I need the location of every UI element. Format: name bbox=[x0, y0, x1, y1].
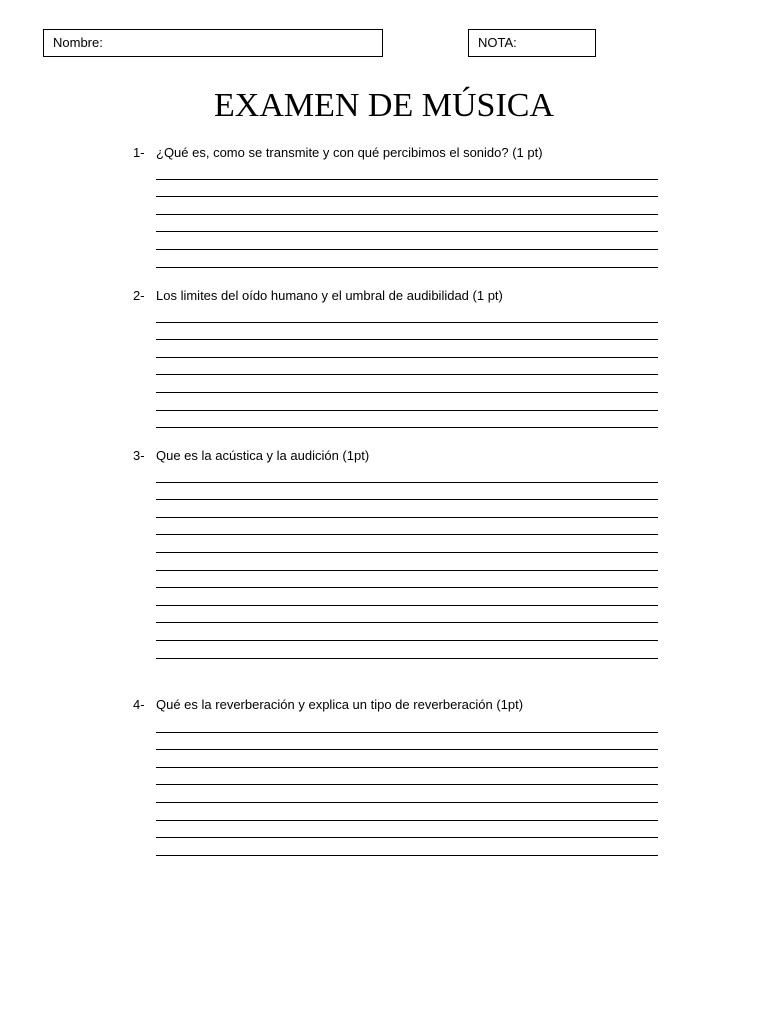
question-2 bbox=[133, 288, 503, 304]
answer-line[interactable] bbox=[156, 180, 658, 198]
answer-line[interactable] bbox=[156, 838, 658, 856]
answer-line[interactable] bbox=[156, 393, 658, 411]
question-1 bbox=[133, 145, 543, 161]
answer-line[interactable] bbox=[156, 250, 658, 268]
answer-line[interactable] bbox=[156, 411, 658, 429]
answer-line[interactable] bbox=[156, 803, 658, 821]
answer-line[interactable] bbox=[156, 215, 658, 233]
answer-line[interactable] bbox=[156, 606, 658, 624]
answer-line[interactable] bbox=[156, 768, 658, 786]
question-number: 4- bbox=[133, 697, 145, 712]
answer-line[interactable] bbox=[156, 553, 658, 571]
answer-line[interactable] bbox=[156, 162, 658, 180]
answer-line[interactable] bbox=[156, 623, 658, 641]
answer-line[interactable] bbox=[156, 323, 658, 341]
nombre-field[interactable] bbox=[43, 29, 383, 57]
question-text: ¿Qué es, como se transmite y con qué percibimos el sonido? (1 pt) bbox=[156, 145, 543, 160]
answer-line[interactable] bbox=[156, 571, 658, 589]
answer-line[interactable] bbox=[156, 715, 658, 733]
answer-area-1[interactable] bbox=[156, 162, 658, 268]
question-number: 3- bbox=[133, 448, 145, 463]
answer-line[interactable] bbox=[156, 588, 658, 606]
answer-line[interactable] bbox=[156, 465, 658, 483]
answer-line[interactable] bbox=[156, 518, 658, 536]
question-number: 1- bbox=[133, 145, 145, 160]
question-text: Los limites del oído humano y el umbral de audibilidad (1 pt) bbox=[156, 288, 503, 303]
answer-line[interactable] bbox=[156, 483, 658, 501]
page-title: EXAMEN DE MÚSICA bbox=[214, 87, 554, 124]
nombre-label: Nombre: bbox=[53, 35, 103, 50]
answer-line[interactable] bbox=[156, 358, 658, 376]
answer-line[interactable] bbox=[156, 733, 658, 751]
answer-line[interactable] bbox=[156, 232, 658, 250]
answer-line[interactable] bbox=[156, 305, 658, 323]
answer-line[interactable] bbox=[156, 785, 658, 803]
nota-label: NOTA: bbox=[478, 35, 517, 50]
answer-line[interactable] bbox=[156, 641, 658, 659]
answer-area-3[interactable] bbox=[156, 465, 658, 659]
answer-area-2[interactable] bbox=[156, 305, 658, 428]
answer-line[interactable] bbox=[156, 375, 658, 393]
answer-line[interactable] bbox=[156, 197, 658, 215]
answer-line[interactable] bbox=[156, 500, 658, 518]
answer-line[interactable] bbox=[156, 535, 658, 553]
answer-line[interactable] bbox=[156, 750, 658, 768]
answer-area-4[interactable] bbox=[156, 715, 658, 856]
question-text: Qué es la reverberación y explica un tipo de reverberación (1pt) bbox=[156, 697, 524, 712]
question-number: 2- bbox=[133, 288, 145, 303]
question-4 bbox=[133, 697, 523, 713]
question-3 bbox=[133, 448, 369, 464]
question-text: Que es la acústica y la audición (1pt) bbox=[156, 448, 370, 463]
answer-line[interactable] bbox=[156, 821, 658, 839]
nota-field[interactable] bbox=[468, 29, 596, 57]
answer-line[interactable] bbox=[156, 340, 658, 358]
